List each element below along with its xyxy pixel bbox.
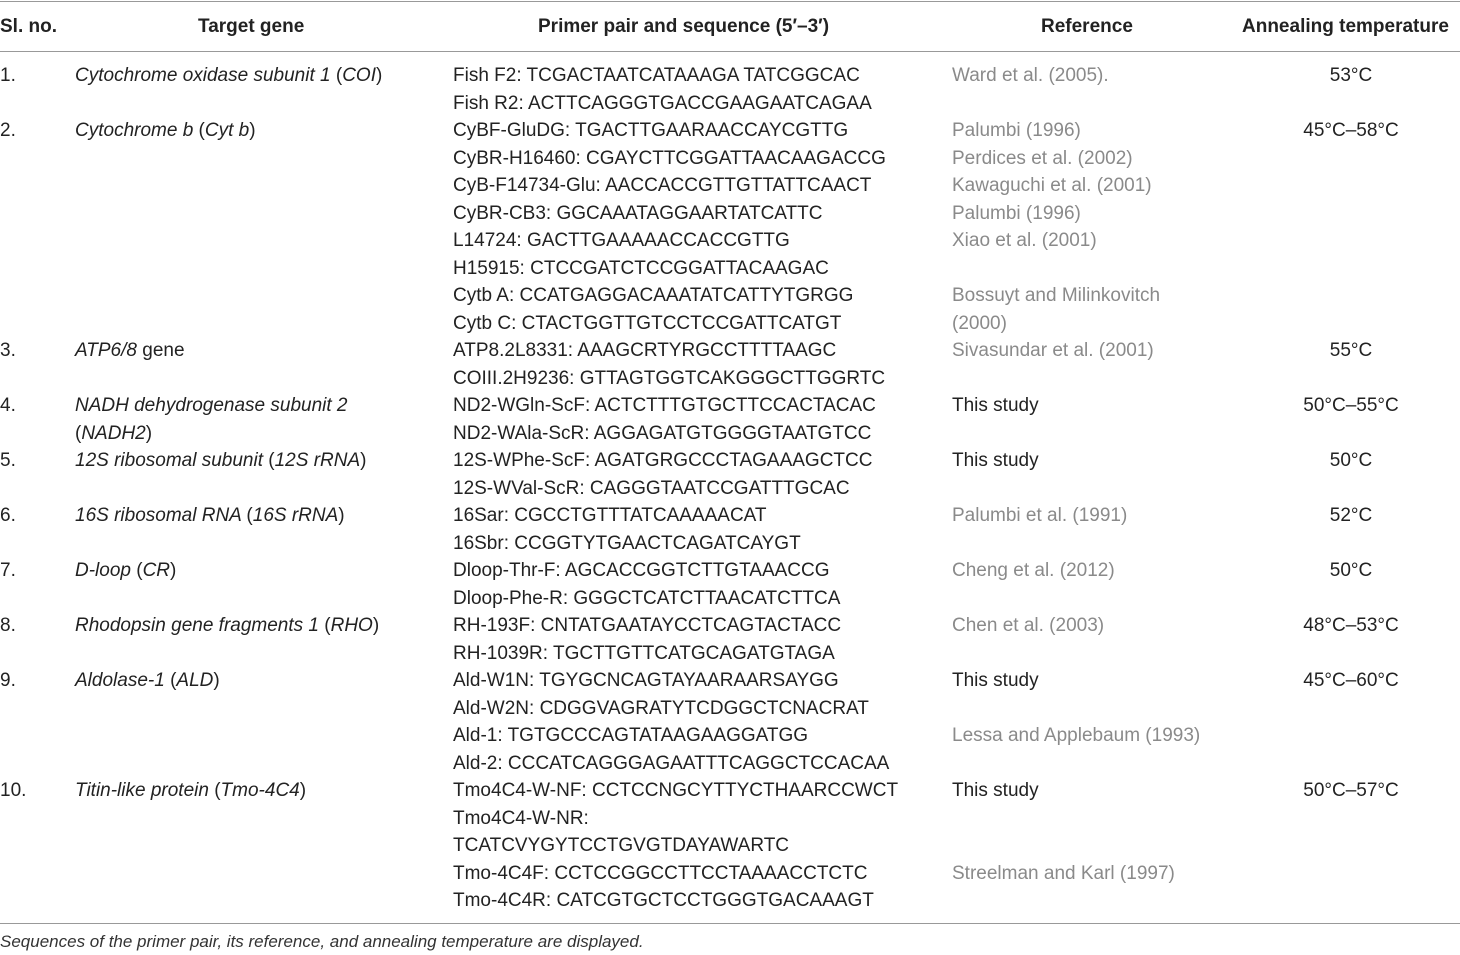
primer-sequences: [453, 502, 801, 557]
reference-line: Kawaguchi et al. (2001): [952, 175, 1152, 196]
reference-line: [952, 475, 1039, 503]
gene-name-part: ): [299, 780, 307, 801]
primer-line: Ald-W2N: CDGGVAGRATYTCDGGCTCNACRAT: [453, 697, 869, 719]
annealing-temperature: 48°C–53°C: [1303, 615, 1399, 636]
gene-abbreviation: RHO: [330, 615, 373, 636]
reference-line: [952, 750, 1200, 778]
primer-sequences: [453, 62, 872, 117]
row-number: 7.: [0, 560, 16, 581]
annealing-temperature: 45°C–58°C: [1303, 120, 1399, 141]
reference: [952, 502, 1127, 557]
primer-line: Fish F2: TCGACTAATCATAAAGA TATCGGCAC: [453, 65, 860, 86]
gene-abbreviation: COI: [342, 65, 376, 86]
reference-line: [952, 640, 1104, 668]
gene-line: [75, 502, 345, 530]
target-gene: [75, 612, 379, 640]
reference: [952, 777, 1175, 915]
reference-line: [952, 887, 1175, 915]
gene-name-part: Titin-like protein (: [75, 780, 221, 801]
gene-abbreviation: CR: [142, 560, 171, 581]
primer-sequences: [453, 447, 872, 502]
reference-line: [952, 530, 1127, 558]
reference-line: Xiao et al. (2001): [952, 230, 1097, 251]
row-number: 10.: [0, 780, 27, 801]
reference-line: This study: [952, 670, 1039, 691]
primer-line: Tmo4C4-W-NF: CCTCCNGCYTTYCTHAARCCWCT: [453, 780, 899, 801]
target-gene: [75, 337, 185, 365]
annealing-temperature: 50°C: [1329, 450, 1373, 471]
reference-line: Cheng et al. (2012): [952, 560, 1115, 581]
header-rule: [0, 51, 1460, 52]
primer-line: Ald-2: CCCATCAGGGAGAATTTCAGGCTCCACAA: [453, 752, 890, 774]
annealing-temperature: 45°C–60°C: [1303, 670, 1399, 691]
gene-abbreviation: ALD: [176, 670, 214, 691]
reference-line: Palumbi et al. (1991): [952, 505, 1128, 526]
primer-line: Dloop-Phe-R: GGGCTCATCTTAACATCTTCA: [453, 587, 841, 609]
reference: [952, 117, 1160, 337]
gene-line: [75, 667, 220, 695]
row-number: 5.: [0, 450, 16, 471]
reference-line: Palumbi (1996): [952, 202, 1081, 224]
gene-name-part: Rhodopsin gene fragments 1 (: [75, 615, 331, 636]
gene-name-part: Aldolase-1 (: [75, 670, 177, 691]
gene-line: [75, 777, 306, 805]
gene-name-part: Cytochrome oxidase subunit 1 (: [75, 65, 343, 86]
primer-line: H15915: CTCCGATCTCCGGATTACAAGAC: [453, 257, 829, 279]
row-number: 3.: [0, 340, 16, 361]
gene-abbreviation: NADH2: [81, 422, 146, 444]
target-gene: [75, 557, 176, 585]
gene-abbreviation: Cyt b: [204, 120, 250, 141]
gene-name-part: Cytochrome b (: [75, 120, 205, 141]
primer-line: Ald-1: TGTGCCCAGTATAAGAAGGATGG: [453, 725, 809, 746]
primer-line: RH-1039R: TGCTTGTTCATGCAGATGTAGA: [453, 642, 835, 664]
primer-line: 12S-WPhe-ScF: AGATGRGCCCTAGAAAGCTCC: [453, 450, 873, 471]
target-gene: [75, 502, 345, 530]
primer-line: Tmo-4C4R: CATCGTGCTCCTGGGTGACAAAGT: [453, 890, 874, 911]
target-gene: [75, 62, 382, 90]
reference-line: This study: [952, 395, 1039, 416]
reference-line: This study: [952, 780, 1039, 801]
primer-line: Fish R2: ACTTCAGGGTGACCGAAGAATCAGAA: [453, 92, 872, 114]
annealing-temperature: 53°C: [1329, 65, 1373, 86]
gene-line: [75, 62, 382, 90]
gene-line: [75, 420, 348, 448]
gene-line: [75, 392, 348, 420]
reference-line: [952, 695, 1200, 723]
primer-sequences: [453, 777, 898, 915]
primer-line: 16Sbr: CCGGTYTGAACTCAGATCAYGT: [453, 532, 801, 554]
primer-line: L14724: GACTTGAAAAACCACCGTTG: [453, 230, 790, 251]
primer-line: Dloop-Thr-F: AGCACCGGTCTTGTAAACCG: [453, 560, 830, 581]
gene-name-part: ): [360, 450, 367, 471]
table-caption: Sequences of the primer pair, its reference, and annealing temperature are displayed.: [0, 932, 644, 951]
gene-name-part: ): [249, 120, 256, 141]
annealing-temperature: 50°C–57°C: [1303, 780, 1399, 801]
header-sl-no: Sl. no.: [0, 16, 57, 37]
primer-line: ATP8.2L8331: AAAGCRTYRGCCTTTTAAGC: [453, 340, 837, 361]
gene-name-part: D-loop (: [75, 560, 143, 581]
gene-name-part: gene: [136, 340, 185, 361]
target-gene: [75, 117, 256, 145]
annealing-temperature: 50°C: [1329, 560, 1373, 581]
gene-name-part: 16S ribosomal RNA (: [75, 505, 253, 526]
primer-line: CyBR-CB3: GGCAAATAGGAARTATCATTC: [453, 202, 823, 224]
table-header: [0, 0, 1460, 52]
primer-sequences: [453, 337, 885, 392]
header-reference: Reference: [1041, 16, 1133, 37]
header-annealing-temperature: Annealing temperature: [1242, 16, 1449, 37]
gene-name-part: ): [213, 670, 220, 691]
primer-line: CyBF-GluDG: TGACTTGAARAACCAYCGTTG: [453, 120, 849, 141]
target-gene: [75, 777, 306, 805]
gene-abbreviation: ATP6/8: [75, 340, 137, 361]
row-number: 8.: [0, 615, 16, 636]
gene-name-part: ): [338, 505, 345, 526]
row-number: 9.: [0, 670, 16, 691]
annealing-temperature: 55°C: [1329, 340, 1373, 361]
header-primer: Primer pair and sequence (5′–3′): [538, 16, 830, 37]
primer-sequences: [453, 667, 889, 777]
gene-name-part: ): [372, 615, 380, 636]
row-number: 6.: [0, 505, 16, 526]
gene-line: [75, 612, 379, 640]
gene-line: [75, 337, 185, 365]
reference-line: (2000): [952, 312, 1007, 334]
gene-name-part: ): [375, 65, 383, 86]
gene-abbreviation: 16S rRNA: [252, 505, 339, 526]
reference-line: [952, 420, 1039, 448]
primer-line: CyBR-H16460: CGAYCTTCGGATTAACAAGACCG: [453, 147, 886, 169]
primer-line: Cytb C: CTACTGGTTGTCCTCCGATTCATGT: [453, 312, 842, 334]
reference-line: [952, 255, 1160, 283]
reference: [952, 447, 1039, 502]
target-gene: [75, 392, 348, 447]
primer-sequences: [453, 392, 876, 447]
gene-name-part: ): [145, 422, 153, 444]
row-number: 2.: [0, 120, 16, 141]
gene-abbreviation: 12S rRNA: [274, 450, 361, 471]
reference-line: [952, 805, 1175, 833]
primer-line: TCATCVYGYTCCTGVGTDAYAWARTC: [453, 835, 790, 856]
primer-line: ND2-WGln-ScF: ACTCTTTGTGCTTCCACTACAC: [453, 395, 876, 416]
primer-line: RH-193F: CNTATGAATAYCCTCAGTACTACC: [453, 615, 842, 636]
reference-line: [952, 90, 1109, 118]
gene-name-part: 12S ribosomal subunit (: [75, 450, 275, 471]
header-target-gene: Target gene: [198, 16, 305, 37]
gene-name-part: (: [75, 422, 82, 444]
reference-line: Chen et al. (2003): [952, 615, 1105, 636]
gene-line: [75, 117, 256, 145]
primer-line: COIII.2H9236: GTTAGTGGTCAKGGGCTTGGRTC: [453, 367, 886, 389]
reference-line: [952, 365, 1154, 393]
reference: [952, 337, 1154, 392]
primer-line: Cytb A: CCATGAGGACAAATATCATTYTGRGG: [453, 285, 854, 306]
gene-abbreviation: Tmo-4C4: [220, 780, 300, 801]
target-gene: [75, 667, 220, 695]
reference: [952, 392, 1039, 447]
row-number: 1.: [0, 65, 16, 86]
primer-sequences: [453, 117, 886, 337]
primer-sequences: [453, 557, 840, 612]
primer-line: Ald-W1N: TGYGCNCAGTAYAARAARSAYGG: [453, 670, 839, 691]
reference-line: [952, 585, 1115, 613]
primer-line: 12S-WVal-ScR: CAGGGTAATCCGATTTGCAC: [453, 477, 850, 499]
primer-line: CyB-F14734-Glu: AACCACCGTTGTTATTCAACT: [453, 175, 872, 196]
reference-line: Palumbi (1996): [952, 120, 1081, 141]
reference-line: Lessa and Applebaum (1993): [952, 725, 1201, 746]
gene-name-part: NADH dehydrogenase subunit 2: [75, 395, 348, 416]
bottom-rule: [0, 923, 1460, 924]
reference: [952, 62, 1109, 117]
reference-line: This study: [952, 450, 1039, 471]
reference-line: Sivasundar et al. (2001): [952, 340, 1154, 361]
row-number: 4.: [0, 395, 16, 416]
reference: [952, 557, 1115, 612]
reference-line: Bossuyt and Milinkovitch: [952, 285, 1161, 306]
gene-name-part: ): [170, 560, 177, 581]
annealing-temperature: 52°C: [1329, 505, 1373, 526]
reference-line: Ward et al. (2005).: [952, 65, 1109, 86]
reference-line: [952, 832, 1175, 860]
gene-line: [75, 557, 176, 585]
gene-line: [75, 447, 366, 475]
reference-line: Perdices et al. (2002): [952, 147, 1133, 169]
reference-line: Streelman and Karl (1997): [952, 862, 1175, 884]
primer-line: Tmo-4C4F: CCTCCGGCCTTCCTAAAACCTCTC: [453, 862, 868, 884]
reference: [952, 612, 1104, 667]
reference: [952, 667, 1200, 777]
primer-line: Tmo4C4-W-NR:: [453, 807, 589, 829]
primer-sequences: [453, 612, 841, 667]
primer-line: 16Sar: CGCCTGTTTATCAAAAACAT: [453, 505, 767, 526]
primer-line: ND2-WAla-ScR: AGGAGATGTGGGGTAATGTCC: [453, 422, 872, 444]
annealing-temperature: 50°C–55°C: [1303, 395, 1399, 416]
target-gene: [75, 447, 366, 475]
